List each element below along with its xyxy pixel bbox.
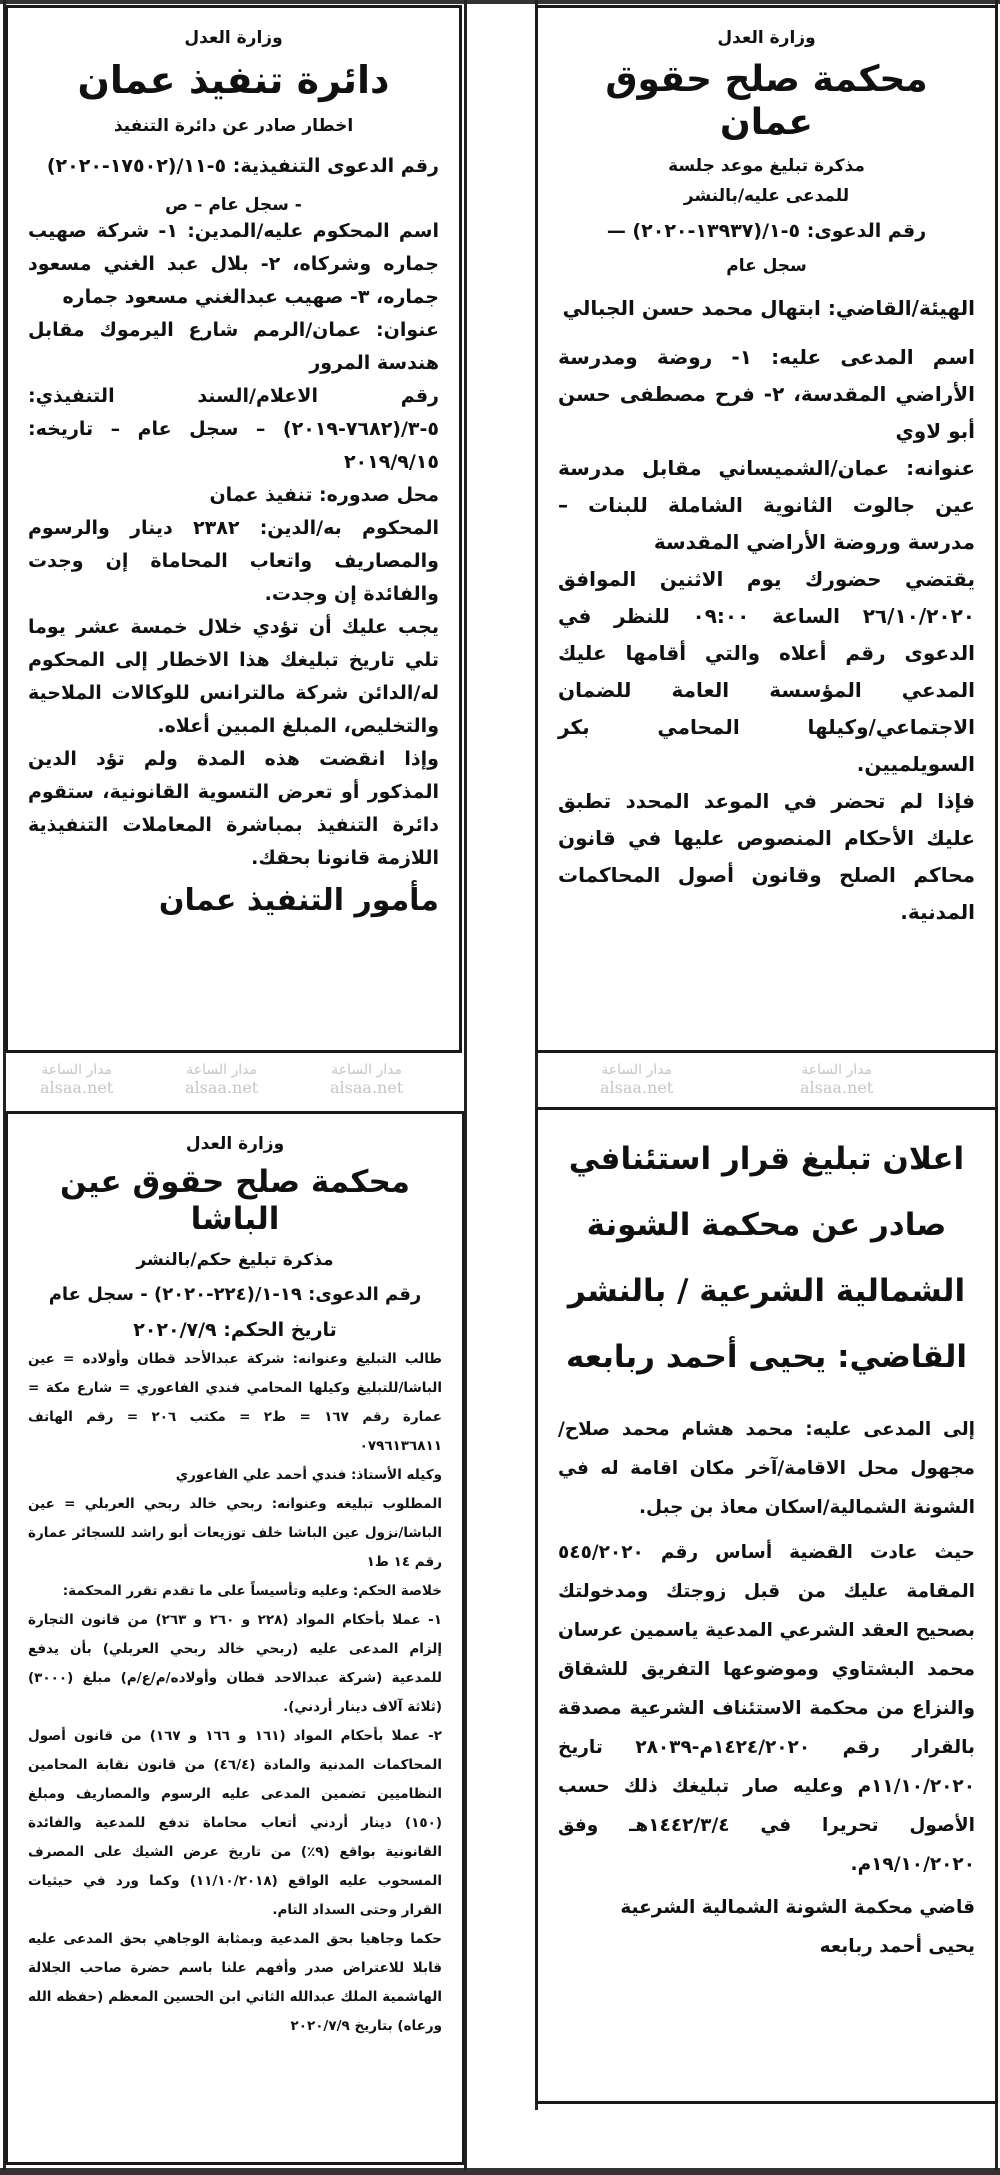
verdict: حكما وجاهيا بحق المدعية وبمثابة الوجاهي بحق المدعى عليه قابلا للاعتراض صدر وأفهم علنا باسم حضرة صاحب الجلالة الهاشمية الملك عبدالله الثاني ابن الحسين المعظم (حفظه الله ورعاه) بتاريخ ٢٠٢٠/٧/٩ [28, 1931, 442, 2035]
recipient: إلى المدعى عليه: محمد هشام محمد صلاح/ مجهول محل الاقامة/آخر مكان اقامة له في الشونة الشمالية/اسكان معاذ بن جبل. [558, 1419, 975, 1518]
notice-subtitle: مذكرة تبليغ موعد جلسة [668, 156, 865, 177]
notice-shouneh-sharia-court [535, 1107, 998, 2104]
notice-title: محكمة صلح حقوق عمان [605, 59, 928, 144]
watermark-arabic: مدار الساعة [331, 1062, 402, 1078]
watermark [600, 1061, 673, 1097]
notice-title-line: صادر عن محكمة الشونة [586, 1207, 947, 1243]
summons-text: يقتضي حضورك يوم الاثنين الموافق ٢٦/١٠/٢٠٢٠ الساعة ٠٩:٠٠ للنظر في الدعوى رقم أعلاه والتي أقامها عليك المدعي المؤسسة العامة للضمان الاجتماعي/وكيلها المحامي بكر السويلميين. [558, 567, 975, 777]
register-type: - سجل عام – ص [165, 194, 302, 215]
issued-at: محل صدوره: تنفيذ عمان [209, 483, 439, 506]
notice-title-line: اعلان تبليغ قرار استئنافي [568, 1141, 965, 1177]
notice-title: محكمة صلح حقوق عين الباشا [59, 1164, 410, 1238]
watermark-latin: alsaa.net [185, 1078, 259, 1097]
notice-amman-execution-dept [5, 5, 462, 1053]
watermark-arabic: مدار الساعة [186, 1062, 257, 1078]
execution-deed: رقم الاعلام/السند التنفيذي: ٥-٣/(٧٦٨٢-٢٠١٩) – سجل عام – تاريخه: ٢٠١٩/٩/١٥ [28, 384, 439, 473]
watermark [40, 1061, 113, 1097]
watermark [330, 1061, 403, 1097]
debtor: اسم المحكوم عليه/المدين: ١- شركة صهيب جماره وشركاه، ٢- بلال عبد الغني مسعود جماره، ٣- صهيب عبدالغني مسعود جماره [28, 219, 440, 308]
ministry-label: وزارة العدل [185, 1134, 285, 1154]
notice-title-line: القاضي: يحيى أحمد ربابعه [565, 1339, 968, 1375]
requester: طالب التبليغ وعنوانه: شركة عبدالأحد قطان وأولاده = عين الباشا/للتبليغ وكيلها المحامي فندي الفاعوري = شارع مكة = عمارة رقم ١٦٧ = ط٢ = مكتب ٢٠٦ = رقم الهاتف ٠٧٩٦١٣٦٨١١ [28, 1351, 442, 1455]
warning-text: فإذا لم تحضر في الموعد المحدد تطبق عليك الأحكام المنصوص عليها في قانون محاكم الصلح وقانون أصول المحاكمات المدنية. [558, 789, 975, 925]
signature-name: يحيى أحمد ربابعه [819, 1936, 975, 1957]
watermark [185, 1061, 258, 1097]
address: عنوان: عمان/الرمم شارع اليرموك مقابل هندسة المرور [28, 318, 439, 374]
case-number: رقم الدعوى التنفيذية: ٥-١١/(١٧٥٠٢-٢٠٢٠) [46, 154, 439, 177]
judgment-item-2: ٢- عملا بأحكام المواد (١٦١ و ١٦٦ و ١٦٧) من قانون أصول المحاكمات المدنية والمادة (٤٦/٤) من قانون نقابة المحامين النظاميين تضمين المدعى عليه الرسوم والمصاريف ومبلغ (١٥٠) دينار أردني أتعاب محاماة تدفع للمدعية والفائدة القانونية بواقع (٩٪) من تاريخ عرض الشيك على المصرف المسحوب عليه الواقع (١١/١٠/٢٠١٨) وكما ورد في حيثيات القرار وحتى السداد التام. [28, 1728, 443, 1919]
judgment-summary: خلاصة الحكم: وعليه وتأسيساً على ما تقدم تقرر المحكمة: [62, 1583, 442, 1600]
watermark-latin: alsaa.net [330, 1078, 404, 1097]
watermark-arabic: مدار الساعة [601, 1062, 672, 1078]
case-number: رقم الدعوى: ١٩-١/(٢٢٤-٢٠٢٠) - سجل عام [48, 1284, 422, 1306]
watermark-latin: alsaa.net [800, 1078, 874, 1097]
watermark-latin: alsaa.net [40, 1078, 114, 1097]
notice-title: دائرة تنفيذ عمان [77, 58, 390, 102]
to-notify: المطلوب تبليغه وعنوانه: ربحي خالد ربحي العربلي = عين الباشا/نزول عين الباشا خلف توزيعات أبو راشد للسجائر عمارة رقم ١٤ ط١ [28, 1496, 442, 1571]
judgment-item-1: ١- عملا بأحكام المواد (٢٢٨ و ٢٦٠ و ٢٦٣) من قانون التجارة إلزام المدعى عليه (ربحي خالد ربحي العربلي) بأن يدفع للمدعية (شركة عبدالاحد قطان وأولاده/م/ع/م) مبلغ (٣٠٠٠) (ثلاثة آلاف دينار أردني). [28, 1612, 442, 1716]
notice-subtitle: اخطار صادر عن دائرة التنفيذ [113, 115, 354, 136]
case-number: رقم الدعوى: ٥-١/(١٣٩٣٧-٢٠٢٠) — [606, 220, 927, 243]
address: عنوانه: عمان/الشميساني مقابل مدرسة عين جالوت الثانوية الشاملة للبنات – مدرسة وروضة الأراضي المقدسة [558, 456, 975, 555]
judgment-date: تاريخ الحكم: ٢٠٢٠/٧/٩ [133, 1319, 337, 1342]
obligation-text: يجب عليك أن تؤدي خلال خمسة عشر يوما تلي تاريخ تبليغك هذا الاخطار إلى المحكوم له/الدائن شركة مالترانس للوكالات الملاحية والتخليص، المبلغ المبين أعلاه. [28, 615, 439, 737]
watermark [800, 1061, 873, 1097]
judge: الهيئة/القاضي: ابتهال محمد حسن الجبالي [562, 296, 975, 321]
watermark-arabic: مدار الساعة [801, 1062, 872, 1078]
page-bottom-edge [0, 2168, 1000, 2175]
ministry-label: وزارة العدل [184, 28, 283, 48]
notice-subtitle: مذكرة تبليغ حكم/بالنشر [136, 1250, 334, 1271]
signature-title: قاضي محكمة الشونة الشمالية الشرعية [620, 1897, 975, 1918]
notice-title-line: الشمالية الشرعية / بالنشر [567, 1273, 966, 1309]
notice-subtitle-2: للمدعى عليه/بالنشر [683, 186, 850, 207]
judgment-amount: المحكوم به/الدين: ٢٣٨٢ دينار والرسوم والمصاريف واتعاب المحاماة إن وجدت والفائدة إن وجدت. [28, 516, 439, 605]
watermark-latin: alsaa.net [600, 1078, 674, 1097]
consequence-text: وإذا انقضت هذه المدة ولم تؤد الدين المذكور أو تعرض التسوية القانونية، ستقوم دائرة التنفيذ بمباشرة المعاملات التنفيذية اللازمة قانونا بحقك. [28, 747, 439, 869]
signature: مأمور التنفيذ عمان [158, 882, 439, 918]
register-type: سجل عام [726, 256, 807, 277]
notice-body: حيث عادت القضية أساس رقم ٥٤٥/٢٠٢٠ المقامة عليك من قبل زوجتك ومدخولتك بصحيح العقد الشرعي المدعية ياسمين عرسان محمد البشتاوي وموضوعها التفريق للشقاق والنزاع من محكمة الاستئناف الشرعية مصدقة بالقرار رقم ١٤٢٤/٢٠٢٠م-٢٨٠٣٩ تاريخ ١١/١٠/٢٠٢٠م وعليه صار تبليغك ذلك حسب الأصول تحريرا في ١٤٤٢/٣/٤هـ وفق ١٩/١٠/٢٠٢٠م. [558, 1542, 976, 1875]
attorney: وكيله الأستاذ: فندي أحمد علي الفاعوري [175, 1467, 442, 1484]
ministry-label: وزارة العدل [717, 28, 816, 48]
notice-ain-albasha-court [5, 1111, 465, 2165]
notice-amman-conciliation-court [535, 5, 998, 1053]
page-top-edge [0, 0, 1000, 4]
defendant: اسم المدعى عليه: ١- روضة ومدرسة الأراضي المقدسة، ٢- فرح مصطفى حسن أبو لاوي [558, 345, 975, 444]
watermark-arabic: مدار الساعة [41, 1062, 112, 1078]
